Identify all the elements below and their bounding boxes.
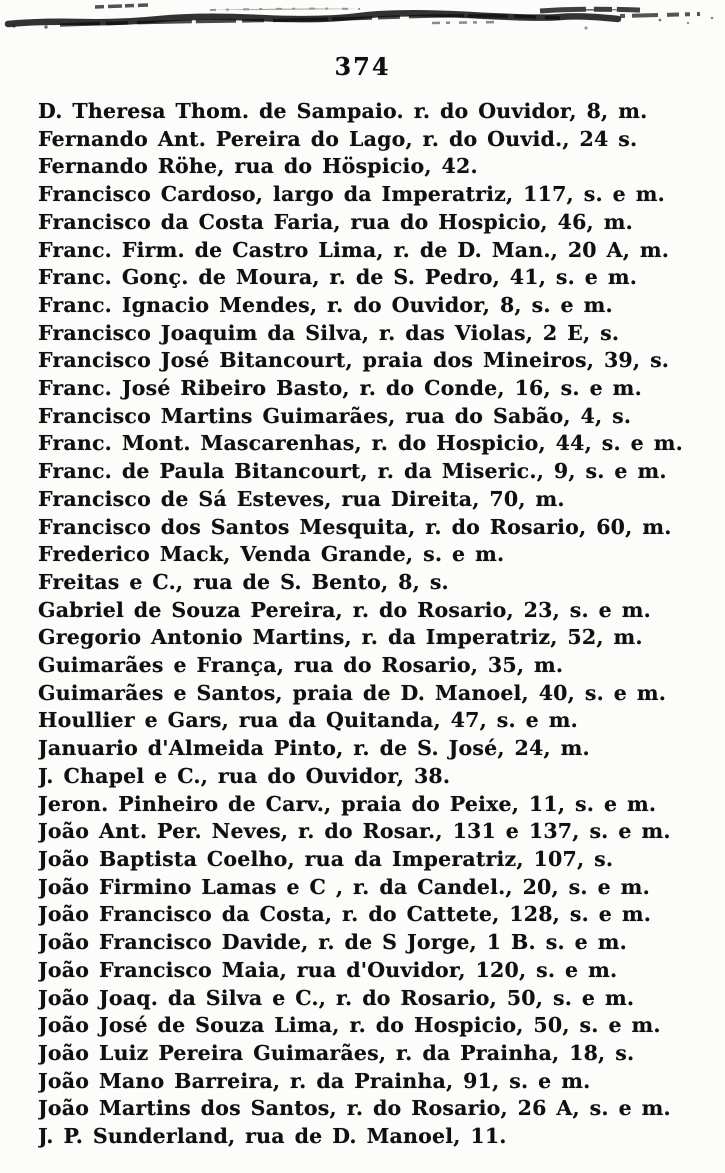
directory-entry: Januario d'Almeida Pinto, r. de S. José, 24, m. bbox=[38, 736, 590, 761]
directory-entry: D. Theresa Thom. de Sampaio. r. do Ouvidor, 8, m. bbox=[38, 99, 648, 123]
directory-entry: Franc. de Paula Bitancourt, r. da Miseric., 9, s. e m. bbox=[38, 459, 667, 484]
directory-entry: João Baptista Coelho, rua da Imperatriz, 107, s. bbox=[38, 846, 614, 871]
directory-entry: João Francisco Davide, r. de S Jorge, 1 B. s. e m. bbox=[38, 930, 627, 955]
directory-entry: Franc. Mont. Mascarenhas, r. do Hospicio, 44, s. e m. bbox=[38, 431, 683, 456]
directory-entry: Guimarães e França, rua do Rosario, 35, m. bbox=[38, 653, 564, 678]
directory-entry: João Joaq. da Silva e C., r. do Rosario, 50, s. e m. bbox=[38, 985, 635, 1010]
directory-entry: João Francisco Maia, rua d'Ouvidor, 120, s. e m. bbox=[38, 957, 618, 982]
directory-entry: Franc. Gonç. de Moura, r. de S. Pedro, 41, s. e m. bbox=[38, 265, 638, 290]
directory-entry: Franc. José Ribeiro Basto, r. do Conde, 16, s. e m. bbox=[38, 376, 642, 401]
directory-entry: Franc. Firm. de Castro Lima, r. de D. Man., 20 A, m. bbox=[38, 237, 670, 262]
directory-entry: Freitas e C., rua de S. Bento, 8, s. bbox=[38, 569, 449, 594]
directory-entry: Fernando Ant. Pereira do Lago, r. do Ouvid., 24 s. bbox=[38, 126, 638, 151]
directory-entry: Fernando Röhe, rua do Höspicio, 42. bbox=[38, 154, 478, 179]
directory-entry: João Firmino Lamas e C , r. da Candel., 20, s. e m. bbox=[38, 874, 650, 899]
directory-entry: J. P. Sunderland, rua de D. Manoel, 11. bbox=[38, 1124, 507, 1149]
directory-entry: Gregorio Antonio Martins, r. da Imperatriz, 52, m. bbox=[38, 625, 643, 650]
directory-entry: João Ant. Per. Neves, r. do Rosar., 131 e 137, s. e m. bbox=[38, 819, 671, 844]
directory-entry: Franc. Ignacio Mendes, r. do Ouvidor, 8, s. e m. bbox=[38, 292, 613, 317]
directory-entry: Gabriel de Souza Pereira, r. do Rosario, 23, s. e m. bbox=[38, 597, 651, 622]
scan-smudge-artifact bbox=[0, 0, 725, 40]
directory-entry: Francisco José Bitancourt, praia dos Mineiros, 39, s. bbox=[38, 348, 670, 373]
directory-entry: João Francisco da Costa, r. do Cattete, 128, s. e m. bbox=[38, 902, 652, 927]
directory-entry: Francisco da Costa Faria, rua do Hospicio, 46, m. bbox=[38, 209, 633, 234]
directory-entry: João Luiz Pereira Guimarães, r. da Prainha, 18, s. bbox=[38, 1040, 635, 1065]
directory-entry: Guimarães e Santos, praia de D. Manoel, 40, s. e m. bbox=[38, 680, 667, 705]
directory-entry: Francisco de Sá Esteves, rua Direita, 70, m. bbox=[38, 486, 565, 511]
directory-entries-list bbox=[38, 98, 708, 1151]
directory-entry: Francisco dos Santos Mesquita, r. do Rosario, 60, m. bbox=[38, 514, 672, 539]
directory-entry: Houllier e Gars, rua da Quitanda, 47, s. e m. bbox=[38, 708, 578, 733]
directory-entry: Francisco Martins Guimarães, rua do Sabão, 4, s. bbox=[38, 403, 632, 428]
directory-entry: J. Chapel e C., rua do Ouvidor, 38. bbox=[38, 763, 451, 788]
directory-entry: João Martins dos Santos, r. do Rosario, 26 A, s. e m. bbox=[38, 1096, 671, 1121]
directory-entry: Francisco Cardoso, largo da Imperatriz, 117, s. e m. bbox=[38, 182, 665, 207]
directory-entry: Francisco Joaquim da Silva, r. das Violas, 2 E, s. bbox=[38, 320, 620, 345]
directory-entry: João Mano Barreira, r. da Prainha, 91, s. e m. bbox=[38, 1068, 591, 1093]
directory-entry: Frederico Mack, Venda Grande, s. e m. bbox=[38, 542, 505, 567]
page-number: 374 bbox=[334, 52, 391, 81]
directory-entry: João José de Souza Lima, r. do Hospicio, 50, s. e m. bbox=[38, 1013, 661, 1038]
directory-entry: Jeron. Pinheiro de Carv., praia do Peixe, 11, s. e m. bbox=[38, 791, 657, 816]
